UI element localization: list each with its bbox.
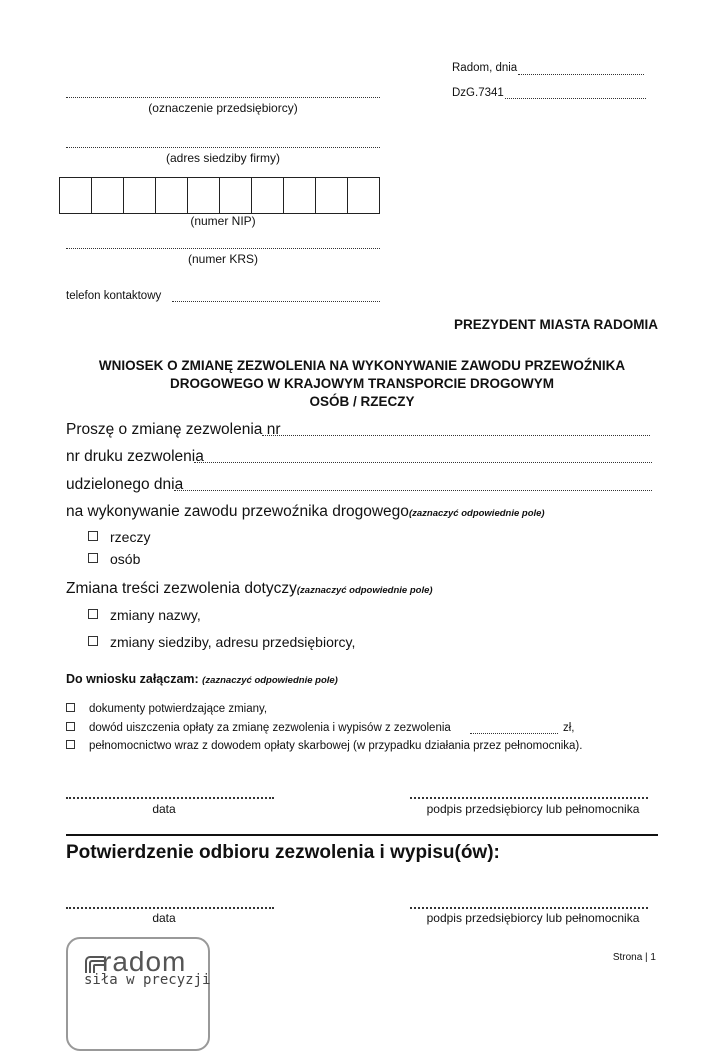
attachment-item-1[interactable] — [66, 703, 267, 715]
attachment-item-label: dowód uiszczenia opłaty za zmianę zezwolenia i wypisów z zezwolenia — [89, 722, 451, 734]
phone-label: telefon kontaktowy — [66, 290, 162, 302]
place-date-label: Radom, dnia — [452, 62, 518, 74]
attachments-heading — [66, 672, 338, 686]
checkbox[interactable] — [88, 531, 98, 541]
profession-label — [66, 503, 545, 521]
checkbox[interactable] — [66, 722, 75, 731]
print-number-label: nr druku zezwolenia — [66, 448, 204, 465]
address-caption: (adres siedziby firmy) — [165, 151, 281, 165]
logo-text: radom — [102, 946, 187, 977]
print-number-field[interactable] — [194, 462, 652, 463]
form-title-line2: DROGOWEGO W KRAJOWYM TRANSPORCIE DROGOWYM — [170, 376, 554, 391]
attachment-item-2[interactable] — [66, 722, 451, 734]
form-title-line3: OSÓB / RZECZY — [309, 394, 415, 409]
entrepreneur-field[interactable] — [66, 97, 380, 98]
reference-number: DzG.7341 — [452, 87, 504, 99]
checkbox[interactable] — [88, 553, 98, 563]
change-text: Zmiana treści zezwolenia dotyczy — [66, 580, 297, 597]
nip-digit-cell[interactable] — [252, 178, 284, 213]
checkbox[interactable] — [88, 636, 98, 646]
nip-input-grid[interactable] — [59, 177, 380, 214]
krs-field[interactable] — [66, 248, 380, 249]
date-field[interactable] — [518, 74, 644, 75]
page-number: Strona | 1 — [612, 952, 656, 963]
checkbox[interactable] — [88, 609, 98, 619]
nip-digit-cell[interactable] — [348, 178, 379, 213]
form-title-line1: WNIOSEK O ZMIANĘ ZEZWOLENIA NA WYKONYWANIE ZAWODU PRZEWOŹNIKA — [98, 358, 626, 373]
attachment-item-3[interactable] — [66, 740, 582, 752]
krs-caption: (numer KRS) — [187, 252, 258, 266]
issued-date-label: udzielonego dnia — [66, 476, 184, 493]
nip-digit-cell[interactable] — [156, 178, 188, 213]
option-persons[interactable] — [88, 551, 140, 567]
option-address-change-label: zmiany siedziby, adresu przedsiębiorcy, — [110, 634, 356, 650]
logo-slogan: siła w precyzji — [84, 972, 211, 988]
signature-caption: podpis przedsiębiorcy lub pełnomocnika — [426, 802, 640, 816]
receipt-date-field[interactable] — [66, 907, 274, 909]
option-address-change[interactable] — [88, 634, 355, 650]
change-label — [66, 580, 433, 598]
receipt-title: Potwierdzenie odbioru zezwolenia i wypisu(ów): — [66, 842, 500, 863]
option-persons-label: osób — [110, 551, 141, 567]
date-caption: data — [152, 802, 176, 816]
nip-digit-cell[interactable] — [220, 178, 252, 213]
attachments-note: (zaznaczyć odpowiednie pole) — [202, 675, 338, 686]
checkbox[interactable] — [66, 740, 75, 749]
attachment-item-label: dokumenty potwierdzające zmiany, — [89, 703, 268, 715]
change-note: (zaznaczyć odpowiednie pole) — [296, 585, 433, 596]
permit-number-field[interactable] — [262, 435, 650, 436]
section-divider — [66, 834, 658, 836]
address-field[interactable] — [66, 147, 380, 148]
receipt-date-caption: data — [152, 911, 176, 925]
currency-label: zł, — [563, 722, 575, 734]
request-label: Proszę o zmianę zezwolenia nr — [66, 421, 281, 438]
option-goods-label: rzeczy — [110, 529, 151, 545]
profession-text: na wykonywanie zawodu przewoźnika drogowego — [66, 503, 409, 520]
receipt-signature-caption: podpis przedsiębiorcy lub pełnomocnika — [426, 911, 640, 925]
nip-digit-cell[interactable] — [284, 178, 316, 213]
profession-note: (zaznaczyć odpowiednie pole) — [408, 508, 545, 519]
nip-digit-cell[interactable] — [124, 178, 156, 213]
nip-caption: (numer NIP) — [190, 214, 256, 228]
attachments-label: Do wniosku załączam: — [66, 672, 199, 686]
fee-amount-field[interactable] — [470, 733, 558, 734]
attachment-item-label: pełnomocnictwo wraz z dowodem opłaty skarbowej (w przypadku działania przez pełnomocnika). — [89, 740, 583, 752]
option-name-change[interactable] — [88, 607, 201, 623]
nip-digit-cell[interactable] — [188, 178, 220, 213]
checkbox[interactable] — [66, 703, 75, 712]
option-goods[interactable] — [88, 529, 150, 545]
nip-digit-cell[interactable] — [316, 178, 348, 213]
signature-field[interactable] — [410, 797, 648, 799]
issued-date-field[interactable] — [174, 490, 652, 491]
nip-digit-cell[interactable] — [92, 178, 124, 213]
entrepreneur-caption: (oznaczenie przedsiębiorcy) — [148, 101, 298, 115]
addressee: PREZYDENT MIASTA RADOMIA — [454, 317, 658, 332]
receipt-signature-field[interactable] — [410, 907, 648, 909]
reference-field[interactable] — [505, 98, 646, 99]
date-signature-field[interactable] — [66, 797, 274, 799]
option-name-change-label: zmiany nazwy, — [110, 607, 201, 623]
nip-digit-cell[interactable] — [60, 178, 92, 213]
phone-field[interactable] — [172, 301, 380, 302]
